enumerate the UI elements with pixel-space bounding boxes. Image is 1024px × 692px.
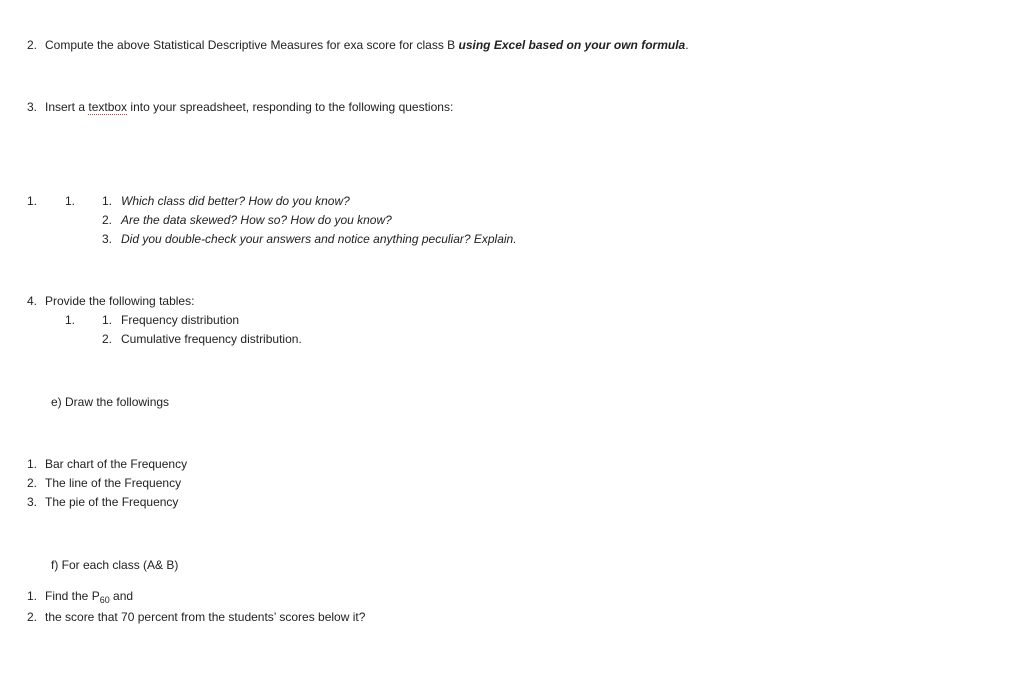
q3-before: Insert a (45, 100, 89, 114)
q4-number: 4. (27, 294, 38, 308)
section-e-item-number: 3. (27, 495, 38, 509)
section-e-item-text: The pie of the Frequency (45, 495, 179, 509)
q2-emphasis: using Excel based on your own formula (458, 38, 686, 52)
section-e-heading: e) Draw the followings (51, 395, 170, 409)
q3-underlined-word: textbox (88, 100, 128, 114)
section-f-item-number: 2. (27, 610, 38, 624)
section-f-heading: f) For each class (A& B) (51, 558, 179, 572)
q3-number: 3. (27, 100, 38, 114)
question-number: 2. (102, 213, 113, 227)
section-f-item-line (45, 589, 133, 608)
question-number: 3. (102, 232, 113, 246)
section-f-item-number: 1. (27, 589, 38, 603)
percentile-text: Find the P (45, 589, 100, 603)
nested-marker-outer: 1. (27, 194, 38, 208)
section-f-item-text: the score that 70 percent from the students’ scores below it? (45, 610, 366, 624)
q2-number: 2. (27, 38, 38, 52)
q2-end: . (685, 38, 689, 52)
q4-item-number: 2. (102, 332, 113, 346)
percentile-subscript: 60 (99, 595, 110, 605)
q4-item-text: Frequency distribution (121, 313, 240, 327)
nested-marker-inner: 1. (65, 194, 76, 208)
section-e-item-text: Bar chart of the Frequency (45, 457, 188, 471)
q4-text: Provide the following tables: (45, 294, 195, 308)
q3-line (45, 100, 453, 115)
q4-item-text: Cumulative frequency distribution. (121, 332, 302, 346)
question-text: Which class did better? How do you know? (121, 194, 350, 208)
q3-after: into your spreadsheet, responding to the following questions: (127, 100, 454, 114)
question-text: Did you double-check your answers and notice anything peculiar? Explain. (121, 232, 517, 246)
section-e-item-text: The line of the Frequency (45, 476, 182, 490)
percentile-after: and (109, 589, 134, 603)
q4-marker: 1. (65, 313, 76, 327)
question-number: 1. (102, 194, 113, 208)
question-text: Are the data skewed? How so? How do you know? (121, 213, 392, 227)
section-e-item-number: 2. (27, 476, 38, 490)
q4-item-number: 1. (102, 313, 113, 327)
q2-text: Compute the above Statistical Descriptive Measures for exa score for class B (45, 38, 459, 52)
section-e-item-number: 1. (27, 457, 38, 471)
q2-line (45, 38, 689, 53)
